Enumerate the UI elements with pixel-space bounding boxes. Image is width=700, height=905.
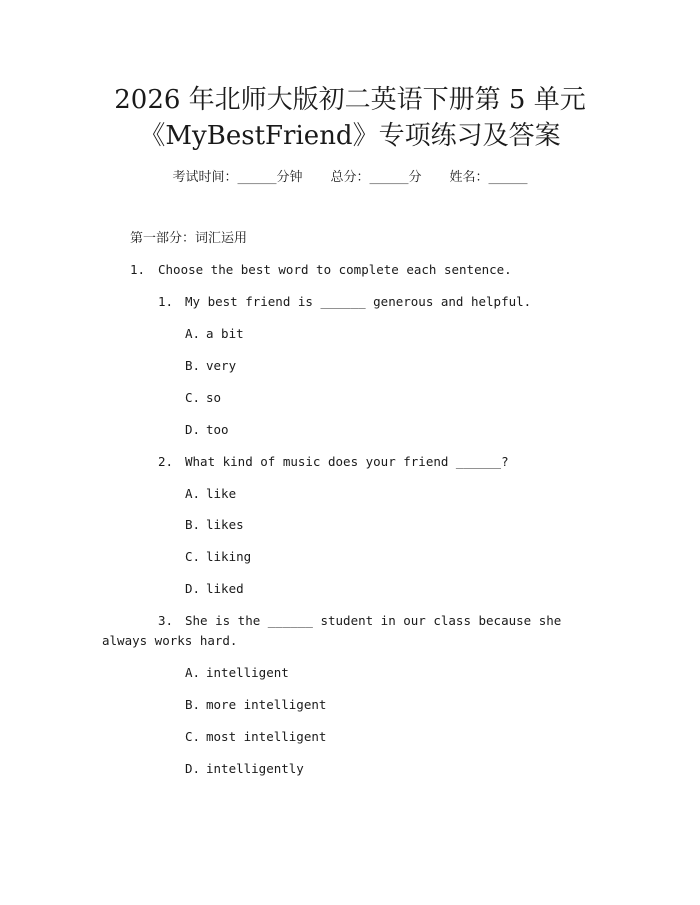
option-text: most intelligent [206, 729, 327, 744]
item-2-option-d [185, 579, 244, 599]
document-title-line-2: 《MyBestFriend》专项练习及答案 [139, 121, 561, 151]
item-1 [158, 292, 531, 312]
option-letter: D. [185, 422, 201, 437]
option-text: very [206, 358, 237, 373]
item-2 [158, 452, 509, 472]
option-text: like [206, 486, 237, 501]
item-2-text: What kind of music does your friend ______? [185, 454, 509, 469]
option-text: liking [206, 549, 252, 564]
option-text: a bit [206, 326, 244, 341]
option-text: intelligently [206, 761, 304, 776]
question-number: 1. [130, 262, 146, 277]
item-3 [102, 611, 582, 651]
option-text: too [206, 422, 229, 437]
item-1-option-c [185, 388, 221, 408]
item-3-number: 3. [158, 613, 174, 628]
item-3-option-c [185, 727, 326, 747]
item-1-option-a [185, 324, 244, 344]
option-letter: A. [185, 326, 201, 341]
option-letter: A. [185, 665, 201, 680]
item-3-option-a [185, 663, 289, 683]
option-letter: C. [185, 729, 201, 744]
option-text: more intelligent [206, 697, 327, 712]
option-letter: B. [185, 697, 201, 712]
option-letter: C. [185, 549, 201, 564]
question-instruction [130, 260, 512, 280]
item-3-text: She is the ______ student in our class because she always works hard. [102, 613, 562, 648]
item-1-option-d [185, 420, 229, 440]
item-1-number: 1. [158, 294, 174, 309]
option-letter: B. [185, 358, 201, 373]
option-letter: D. [185, 581, 201, 596]
item-3-option-d [185, 759, 304, 779]
item-2-option-a [185, 484, 236, 504]
question-instruction-text: Choose the best word to complete each sentence. [158, 262, 512, 277]
option-letter: D. [185, 761, 201, 776]
option-text: so [206, 390, 222, 405]
section-heading: 第一部分：词汇运用 [130, 231, 248, 246]
option-letter: C. [185, 390, 201, 405]
item-2-number: 2. [158, 454, 174, 469]
item-1-text: My best friend is ______ generous and helpful. [185, 294, 532, 309]
name-field: 姓名：______ [449, 170, 528, 185]
total-score-field: 总分：______分 [330, 170, 422, 185]
exam-time-field: 考试时间：______分钟 [172, 170, 303, 185]
option-letter: A. [185, 486, 201, 501]
option-text: likes [206, 517, 244, 532]
option-text: intelligent [206, 665, 289, 680]
document-title-line-1: 2026 年北师大版初二英语下册第 5 单元 [114, 85, 586, 115]
option-text: liked [206, 581, 244, 596]
exam-info [0, 168, 700, 188]
item-1-option-b [185, 356, 236, 376]
item-2-option-c [185, 547, 251, 567]
item-2-option-b [185, 515, 244, 535]
option-letter: B. [185, 517, 201, 532]
item-3-option-b [185, 695, 326, 715]
